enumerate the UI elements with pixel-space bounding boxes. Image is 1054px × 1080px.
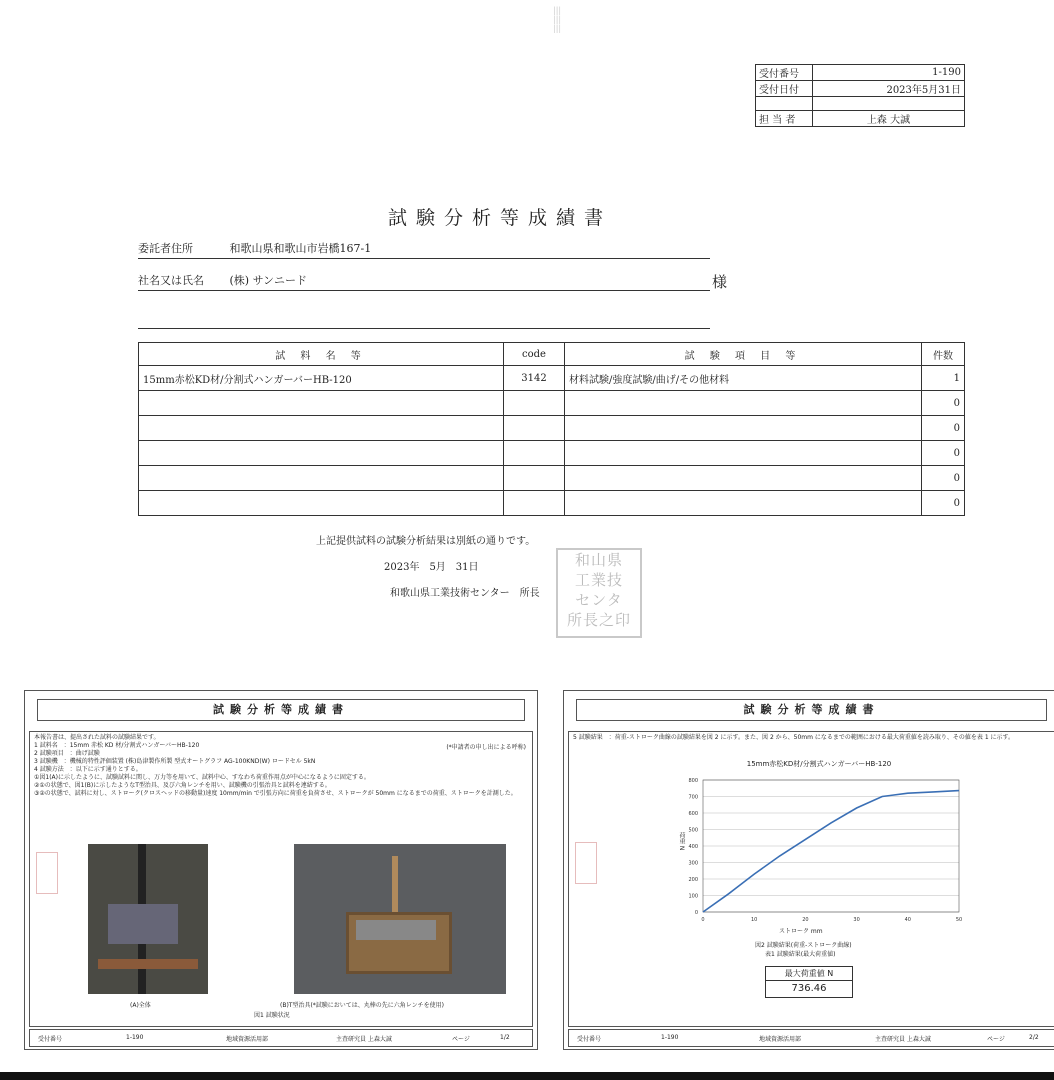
- footer-no-label: 受付番号: [38, 1036, 63, 1043]
- receipt-no-value: 1-190: [813, 65, 965, 81]
- receipt-staff-value: 上森 大誠: [813, 111, 965, 127]
- table-row: [139, 491, 965, 516]
- statement: 上記提供試料の試験分析結果は別紙の通りです。: [316, 536, 536, 547]
- footer-researcher: 主査研究員 上森大誠: [875, 1036, 931, 1043]
- y-tick-label: 100: [688, 893, 698, 900]
- items-header-row: [139, 343, 965, 366]
- y-axis-label: 荷重 N: [678, 832, 685, 851]
- issuer: 和歌山県工業技術センター 所長: [390, 588, 540, 599]
- client-address: 和歌山県和歌山市岩橋167-1: [229, 242, 372, 255]
- page1-line: ③②の状態で、試料に対し、ストローク(クロスヘッドの移動量)速度 10mm/min で引張方向に荷重を負荷させ、ストロークが 50mm になるまでの荷重、ストロークを計測した。: [34, 790, 517, 797]
- y-tick-label: 400: [688, 844, 698, 850]
- page1-header: 試験分析等成績書: [37, 699, 525, 721]
- max-load-label: 最大荷重値 N: [765, 966, 853, 981]
- row-code: [504, 416, 565, 441]
- client-name-label: 社名又は氏名: [138, 274, 204, 287]
- table-row: [139, 366, 965, 391]
- receipt-no-label: 受付番号: [756, 65, 813, 81]
- row-test-item: [565, 491, 922, 516]
- row-count: 0: [922, 466, 965, 491]
- figure-2-caption: 図2 試験結果(荷重-ストローク曲線): [755, 942, 852, 949]
- receipt-blank-value: [813, 97, 965, 111]
- header-code: code: [504, 343, 565, 366]
- y-tick-label: 0: [694, 910, 698, 916]
- footer-page-num: 1/2: [500, 1034, 510, 1041]
- y-tick-label: 500: [688, 827, 698, 834]
- page1-line: ①図1(A)に示したように、試験試料に関し、万力等を用いて、試料中心、すなわち荷重作用点が中心になるように固定する。: [34, 774, 370, 781]
- issue-date: 2023年 5月 31日: [384, 562, 479, 573]
- page1-note: (*申請者の申し出による呼称): [446, 744, 526, 751]
- row-test-item: [565, 441, 922, 466]
- honorific: 様: [712, 273, 728, 291]
- page2-body: [568, 731, 1054, 1027]
- load-stroke-chart: [665, 774, 965, 932]
- row-sample-name: [139, 466, 504, 491]
- client-name-line: [138, 272, 710, 291]
- header-count: 件数: [922, 343, 965, 366]
- x-tick-label: 20: [802, 917, 809, 923]
- row-count: 0: [922, 416, 965, 441]
- blank-line: [138, 310, 710, 329]
- receipt-date-value: 2023年5月31日: [813, 81, 965, 97]
- x-tick-label: 30: [853, 917, 860, 923]
- receipt-box: [755, 64, 965, 127]
- footer-researcher: 主査研究員 上森大誠: [336, 1036, 392, 1043]
- footer-no-label: 受付番号: [577, 1036, 602, 1043]
- chart-title: 15mm赤松KD材/分割式ハンガーバーHB-120: [746, 760, 892, 768]
- caption-b: (B)T型治具(*試験においては、丸棒の先に六角レンチを使用): [280, 1002, 444, 1009]
- page1-line: 3 試験機 ：機械的特性評価装置 (株)島津製作所製 型式オートグラフ AG-100KND(W) ロードセル 5kN: [34, 758, 316, 765]
- x-tick-label: 0: [701, 917, 705, 923]
- y-tick-label: 800: [688, 778, 698, 784]
- footer-no-value: 1-190: [126, 1034, 144, 1041]
- y-tick-label: 600: [688, 811, 698, 817]
- page1-line: ②①の状態で、図1(B)に示したようなT型治具、及び六角レンチを用い、試験機の引張治具と試料を連結する。: [34, 782, 331, 789]
- footer-dept: 地域資源活用部: [226, 1036, 269, 1043]
- x-tick-label: 50: [955, 917, 963, 923]
- report-page-2: [563, 690, 1054, 1050]
- page2-footer: [568, 1029, 1054, 1047]
- bottom-bar: [0, 1072, 1054, 1080]
- side-stamp: [575, 842, 597, 884]
- row-code: [504, 441, 565, 466]
- document-title: 試験分析等成績書: [387, 207, 612, 229]
- table-row: [139, 466, 965, 491]
- photo-test-machine: [88, 844, 208, 994]
- x-tick-label: 40: [904, 917, 911, 923]
- footer-page-label: ページ: [452, 1036, 470, 1043]
- header-sample-name: 試 料 名 等: [139, 343, 504, 366]
- client-address-label: 委託者住所: [138, 242, 193, 255]
- page1-line: 4 試験方法 ：以下に示す通りとする。: [34, 766, 142, 773]
- footer-no-value: 1-190: [661, 1034, 679, 1041]
- page1-line: 1 試料名 ：15mm 赤松 KD 材/分割式ハンガーバーHB-120: [34, 742, 200, 749]
- receipt-staff-label: 担 当 者: [756, 111, 813, 127]
- official-seal: 和山県 工業技 センタ 所長之印: [556, 548, 642, 638]
- row-sample-name: [139, 391, 504, 416]
- page2-header: 試験分析等成績書: [576, 699, 1047, 721]
- receipt-blank-cell: [756, 97, 813, 111]
- row-code: [504, 491, 565, 516]
- figure-1-caption: 図1 試験状況: [254, 1012, 290, 1019]
- row-code: [504, 391, 565, 416]
- client-address-line: [138, 240, 710, 259]
- caption-a: (A)全体: [130, 1002, 151, 1009]
- row-code: [504, 466, 565, 491]
- table-row: [139, 416, 965, 441]
- photo-t-jig: [294, 844, 506, 994]
- row-sample-name: [139, 491, 504, 516]
- client-name: (株) サンニード: [229, 274, 308, 287]
- receipt-date-label: 受付日付: [756, 81, 813, 97]
- page1-body: [29, 731, 533, 1027]
- footer-dept: 地域資源活用部: [759, 1036, 802, 1043]
- y-tick-label: 200: [688, 877, 698, 883]
- footer-page-label: ページ: [987, 1036, 1005, 1043]
- row-sample-name: 15mm赤松KD材/分割式ハンガーバーHB-120: [139, 366, 504, 391]
- table-row: [139, 441, 965, 466]
- row-test-item: [565, 466, 922, 491]
- row-count: 0: [922, 491, 965, 516]
- row-sample-name: [139, 441, 504, 466]
- x-tick-label: 10: [751, 917, 758, 923]
- faint-stamp-mark: ||| ||| |||: [553, 6, 562, 33]
- side-stamp: [36, 852, 58, 894]
- y-tick-label: 300: [688, 860, 698, 867]
- row-code: 3142: [504, 366, 565, 391]
- x-axis-label: ストローク mm: [779, 928, 823, 935]
- series-line: [703, 791, 959, 912]
- y-tick-label: 700: [688, 794, 698, 801]
- row-test-item: [565, 391, 922, 416]
- page2-line: 5 試験結果 ：荷重-ストローク曲線の試験結果を図 2 に示す。また、図 2 から、50mm になるまでの範囲における最大荷重値を読み取り、その値を表 1 に示す。: [573, 734, 1015, 741]
- items-table: [138, 342, 965, 516]
- page1-intro: 本報告書は、提出された試料の試験結果です。: [34, 734, 160, 741]
- row-count: 0: [922, 441, 965, 466]
- row-count: 0: [922, 391, 965, 416]
- table-1-caption: 表1 試験結果(最大荷重値): [765, 951, 836, 958]
- max-load-value: 736.46: [765, 980, 853, 998]
- report-page-1: [24, 690, 538, 1050]
- row-sample-name: [139, 416, 504, 441]
- row-test-item: 材料試験/強度試験/曲げ/その他材料: [565, 366, 922, 391]
- footer-page-num: 2/2: [1029, 1034, 1039, 1041]
- page1-line: 2 試験項目 ：曲げ試験: [34, 750, 100, 757]
- header-test-item: 試 験 項 目 等: [565, 343, 922, 366]
- page1-footer: [29, 1029, 533, 1047]
- row-count: 1: [922, 366, 965, 391]
- row-test-item: [565, 416, 922, 441]
- table-row: [139, 391, 965, 416]
